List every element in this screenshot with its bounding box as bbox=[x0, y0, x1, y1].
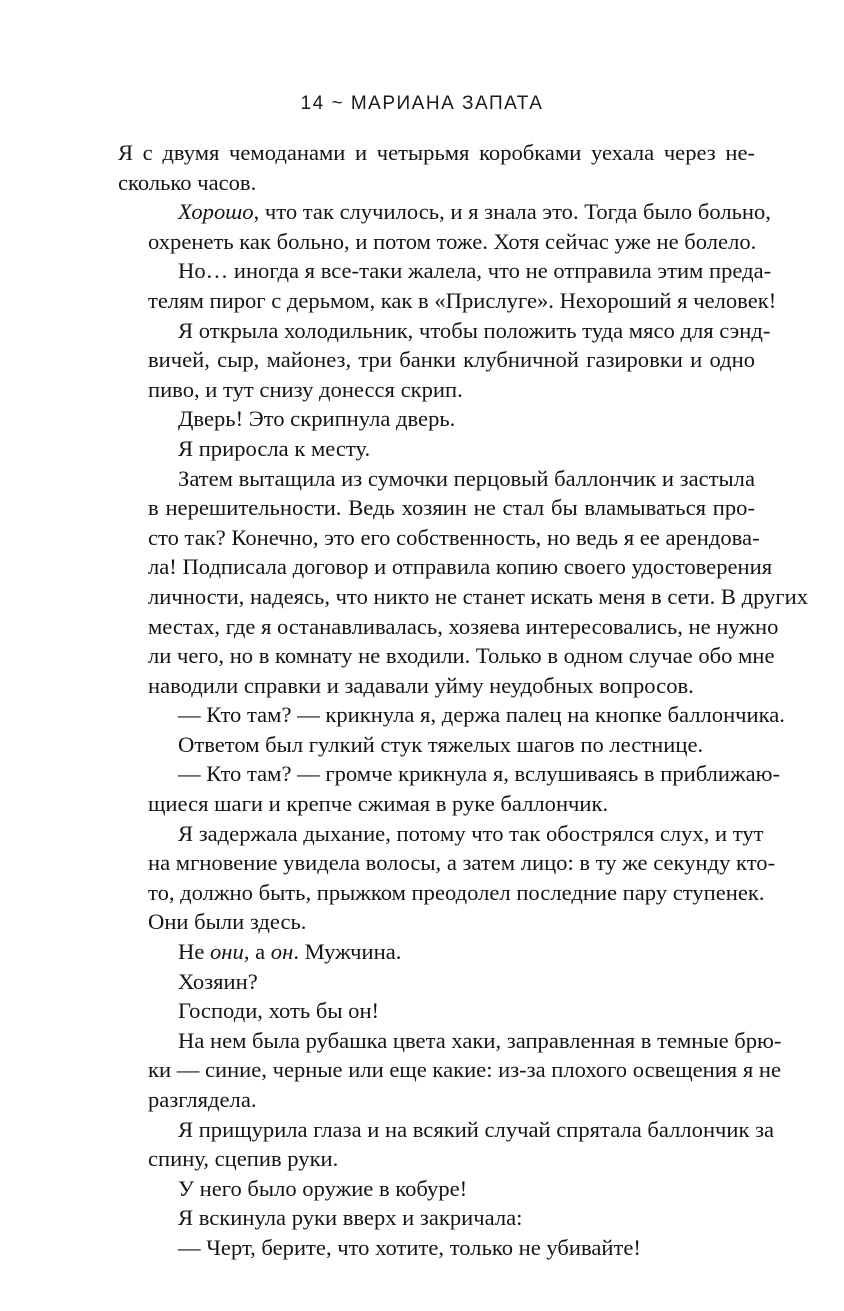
text-line: ла! Подписала договор и отправила копию своего удостоверения bbox=[148, 554, 773, 580]
text-line: — Черт, берите, что хотите, только не убивайте! bbox=[178, 1234, 641, 1260]
text-line: местах, где я останавливалась, хозяева интересовались, не нужно bbox=[148, 613, 779, 639]
paragraph bbox=[118, 138, 755, 197]
text-line: то, должно быть, прыжком преодолел последние пару ступенек. bbox=[148, 879, 765, 905]
paragraph bbox=[118, 434, 755, 464]
text-line: Я приросла к месту. bbox=[178, 435, 371, 461]
text-run: Не bbox=[178, 939, 210, 965]
header-separator: ~ bbox=[331, 93, 345, 114]
text-line: сто так? Конечно, это его собственность, но ведь я ее арендова- bbox=[148, 524, 760, 550]
text-run: , что так случилось, и я знала это. Тогда было больно, bbox=[253, 199, 771, 225]
paragraph bbox=[118, 1026, 782, 1115]
text-line: Хозяин? bbox=[178, 968, 258, 994]
text-line: Они были здесь. bbox=[148, 909, 307, 935]
text-run: , а bbox=[243, 939, 271, 965]
paragraph bbox=[118, 700, 785, 730]
italic-text: Хорошо bbox=[178, 199, 254, 225]
paragraph bbox=[118, 1203, 755, 1233]
author-name: МАРИАНА ЗАПАТА bbox=[350, 93, 544, 114]
text-line: Я прищурила глаза и на всякий случай спрятала баллончик за bbox=[178, 1116, 775, 1142]
text-line: ли чего, но в комнату не входили. Только в одном случае обо мне bbox=[148, 643, 775, 669]
paragraph bbox=[118, 759, 781, 818]
text-line: Господи, хоть бы он! bbox=[178, 998, 380, 1024]
paragraph bbox=[118, 1174, 755, 1204]
text-line: — Кто там? — громче крикнула я, вслушиваясь в приближаю- bbox=[178, 761, 781, 787]
paragraph bbox=[118, 1115, 775, 1174]
text-line: на мгновение увидела волосы, а затем лицо: в ту же секунду кто- bbox=[148, 850, 776, 876]
paragraph bbox=[118, 464, 809, 701]
paragraph bbox=[118, 967, 755, 997]
text-line: пиво, и тут снизу донесся скрип. bbox=[148, 376, 463, 402]
text-line: в нерешительности. Ведь хозяин не стал бы вламываться про- bbox=[148, 495, 755, 521]
text-line: Я открыла холодильник, чтобы положить туда мясо для сэнд- bbox=[178, 317, 771, 343]
text-line: Затем вытащила из сумочки перцовый баллончик и застыла bbox=[178, 465, 755, 491]
paragraph bbox=[118, 937, 755, 967]
text-line: личности, надеясь, что никто не станет искать меня в сети. В других bbox=[148, 583, 809, 609]
paragraph bbox=[118, 819, 776, 937]
text-line: охренеть как больно, и потом тоже. Хотя сейчас уже не болело. bbox=[148, 228, 757, 254]
paragraph bbox=[118, 404, 755, 434]
paragraph bbox=[118, 256, 777, 315]
text-line: спину, сцепив руки. bbox=[148, 1146, 339, 1172]
body-text bbox=[118, 138, 809, 1263]
paragraph bbox=[118, 996, 755, 1026]
text-line: ки — синие, черные или еще какие: из-за плохого освещения я не bbox=[148, 1057, 781, 1083]
text-line: У него было оружие в кобуре! bbox=[178, 1175, 468, 1201]
text-line: Я задержала дыхание, потому что так обострялся слух, и тут bbox=[178, 820, 764, 846]
text-line: Я вскинула руки вверх и закричала: bbox=[178, 1205, 523, 1231]
italic-text: он bbox=[270, 939, 294, 965]
text-line: щиеся шаги и крепче сжимая в руке баллончик. bbox=[148, 791, 609, 817]
text-line bbox=[118, 937, 755, 967]
text-line: — Кто там? — крикнула я, держа палец на кнопке баллончика. bbox=[178, 702, 785, 728]
text-line: Я с двумя чемоданами и четырьмя коробками уехала через не- bbox=[118, 140, 755, 165]
text-line: разглядела. bbox=[148, 1087, 257, 1112]
text-run: . Мужчина. bbox=[293, 939, 402, 965]
running-head bbox=[0, 93, 844, 115]
paragraph bbox=[118, 730, 755, 760]
paragraph bbox=[118, 197, 771, 256]
text-line: наводили справки и задавали уйму неудобных вопросов. bbox=[148, 672, 694, 698]
paragraph bbox=[118, 316, 771, 405]
text-line: Дверь! Это скрипнула дверь. bbox=[178, 406, 456, 432]
page-number: 14 bbox=[300, 93, 325, 114]
text-line: вичей, сыр, майонез, три банки клубничной газировки и одно bbox=[148, 347, 755, 373]
paragraph bbox=[118, 1233, 755, 1263]
text-line: На нем была рубашка цвета хаки, заправленная в темные брю- bbox=[178, 1027, 782, 1053]
text-line: Ответом был гулкий стук тяжелых шагов по лестнице. bbox=[178, 731, 704, 757]
text-line: телям пирог с дерьмом, как в «Прислуге». Нехороший я человек! bbox=[148, 287, 777, 313]
text-line: сколько часов. bbox=[118, 169, 257, 195]
italic-text: они bbox=[210, 939, 244, 965]
text-line: Но… иногда я все-таки жалела, что не отправила этим преда- bbox=[178, 258, 772, 284]
text-line bbox=[118, 197, 771, 227]
